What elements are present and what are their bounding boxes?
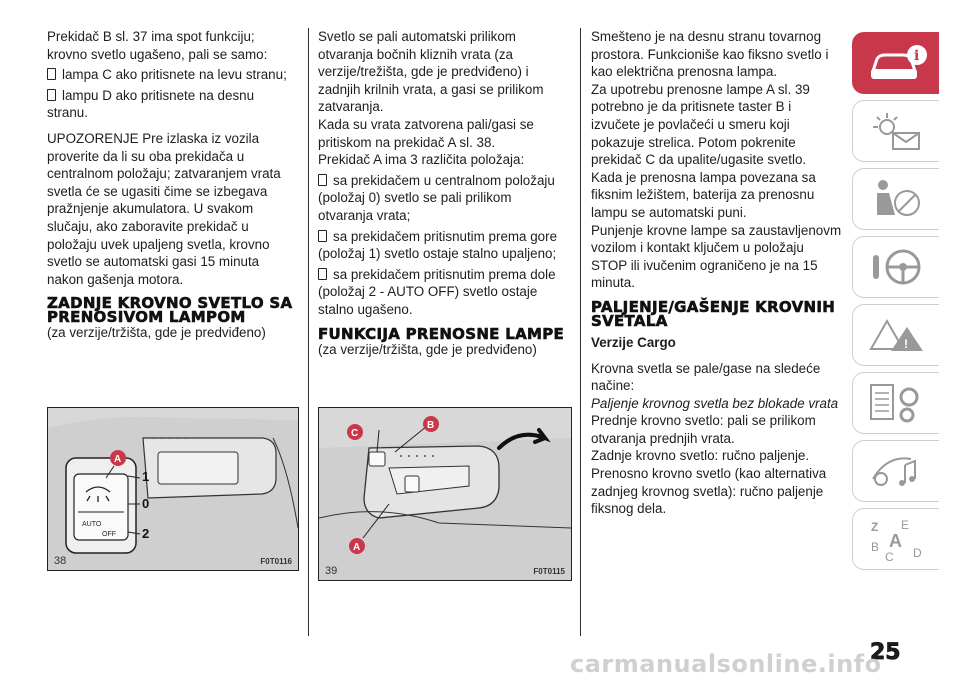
steering-wheel-icon (867, 245, 927, 289)
tab-car-info[interactable] (852, 32, 939, 94)
svg-text:Z: Z (871, 520, 879, 534)
service-gears-icon (867, 381, 927, 425)
bullet-icon (318, 268, 327, 280)
bullet-item (318, 228, 570, 263)
index-letters-icon (867, 517, 927, 561)
figure-code: F0T0115 (533, 567, 565, 576)
bullet-item (318, 266, 570, 319)
tab-index[interactable] (852, 508, 939, 570)
roof-light-switch-illustration (48, 408, 298, 570)
warning-road-icon (867, 313, 927, 357)
bullet-icon (47, 89, 56, 101)
svg-text:D: D (913, 546, 922, 560)
bullet-icon (318, 174, 327, 186)
bullet-item (318, 172, 570, 225)
paragraph: Prekidač A ima 3 različita položaja: (318, 152, 525, 168)
figure-code: F0T0116 (260, 557, 292, 566)
seatbelt-airbag-icon (867, 177, 927, 221)
bullet-text: sa prekidačem pritisnutim prema dole (položaj 2 - AUTO OFF) svetlo ostaje stalno ugašeno. (318, 266, 556, 317)
car-info-icon (867, 41, 927, 85)
svg-text:C: C (885, 550, 894, 561)
auto-label: AUTO (82, 521, 102, 528)
callout-b: B (427, 420, 435, 431)
paragraph: Smešteno je na desnu stranu tovarnog prostora. Funkcioniše kao fiksno svetlo i kao električna prenosna lampa. (591, 29, 829, 80)
callout-a: A (114, 454, 122, 465)
callout-c: C (351, 428, 359, 439)
figure-number: 38 (54, 555, 67, 567)
tab-lights[interactable] (852, 100, 939, 162)
page-number: 25 (870, 640, 901, 665)
column-1 (47, 28, 297, 342)
bullet-icon (47, 68, 56, 80)
tab-emergency[interactable] (852, 304, 939, 366)
bullet-icon (318, 230, 327, 242)
svg-text:!: ! (904, 337, 908, 351)
portable-lamp-illustration (319, 408, 571, 580)
svg-text:i: i (914, 48, 920, 64)
column-divider-2 (580, 28, 581, 636)
paragraph: Krovna svetla se pale/gase na sledeće načine: (591, 360, 821, 394)
tab-safety[interactable] (852, 168, 939, 230)
italic-heading: Paljenje krovnog svetla bez blokade vrata (591, 395, 839, 411)
off-label: OFF (102, 531, 116, 538)
paragraph: Prekidač B sl. 37 ima spot funkciju; krovno svetlo ugašeno, pali se samo: (47, 29, 268, 62)
paragraph: Kada su vrata zatvorena pali/gasi se pritiskom na prekidač A sl. 38. (318, 116, 534, 150)
paragraph: Za upotrebu prenosne lampe A sl. 39 potrebno je da pritisnete taster B i izvučete je povlačeći u smeru koji pokazuje strelica. Potom pokrenite prekidač C da upalite/ugasite svetlo. (591, 81, 810, 168)
bullet-text: lampa C ako pritisnete na levu stranu; (62, 67, 287, 83)
svg-text:B: B (871, 540, 880, 554)
svg-text:A: A (889, 531, 902, 551)
paragraph: Kada je prenosna lampa povezana sa fiksnim ležištem, baterija za prenosnu lampu se automatski puni. (591, 169, 816, 220)
warning-paragraph: UPOZORENJE Pre izlaska iz vozila proverite da li su oba prekidača u centralnom položaju; zatvaranjem vrata svetla će se ugasiti čime se izbegava pražnjenje akumulatora. U svakom slučaju, ako zaboravite prekidač u položaju uvek upaljeng svetla, krovno svetlo se automatski gasi 15 minuta nakon gašenja motora. (47, 130, 281, 287)
figure-number: 39 (325, 565, 338, 577)
figure-39 (318, 407, 572, 581)
heading-note: (za verzije/tržišta, gde je predviđeno) (318, 341, 537, 357)
position-1-label: 1 (142, 469, 150, 484)
tab-maintenance[interactable] (852, 372, 939, 434)
bullet-item (47, 66, 297, 84)
svg-text:E: E (901, 518, 910, 532)
paragraph: Punjenje krovne lampe sa zaustavljenovm vozilom i kontakt ključem u položaju STOP ili ivučenim ograničeno je na 15 minuta. (591, 222, 842, 291)
section-heading: FUNKCIJA PRENOSNE LAMPE (318, 324, 565, 343)
sub-heading: Verzije Cargo (591, 334, 676, 350)
bullet-text: lampu D ako pritisnete na desnu stranu. (47, 87, 255, 121)
position-0-label: 0 (142, 496, 150, 511)
paragraph: Svetlo se pali automatski prilikom otvaranja bočnih kliznih vrata (za verzije/trežišta, gde je predviđeno) i zadnjih krilnih vrata, a gasi se prilikom zatvaranja. (318, 29, 544, 115)
paragraph: Zadnje krovno svetlo: ručno paljenje. (591, 448, 810, 464)
paragraph: Prednje krovno svetlo: pali se prilikom otvaranja prednjih vrata. (591, 413, 816, 446)
heading-note: (za verzije/tržišta, gde je predviđeno) (47, 325, 266, 341)
position-2-label: 2 (142, 526, 150, 541)
bullet-item (47, 87, 297, 122)
figure-38 (47, 407, 299, 571)
multimedia-icon (867, 449, 927, 493)
lights-icon (867, 109, 927, 153)
column-2 (318, 28, 570, 358)
bullet-text: sa prekidačem pritisnutim prema gore (položaj 1) svetlo ostaje stalno upaljeno; (318, 228, 558, 262)
column-3 (591, 28, 843, 518)
tab-multimedia[interactable] (852, 440, 939, 502)
callout-a: A (353, 542, 361, 553)
chapter-sidebar (852, 32, 940, 576)
section-heading: PALJENJE/GAŠENJE KROVNIH SVETALA (591, 297, 836, 330)
column-divider-1 (308, 28, 309, 636)
paragraph: Prenosno krovno svetlo (kao alternativa zadnjeg krovnog svetla): ručno paljenje fiksnog dela. (591, 466, 827, 517)
tab-driving[interactable] (852, 236, 939, 298)
watermark: carmanualsonline.info (570, 650, 882, 678)
section-heading: ZADNJE KROVNO SVETLO SA PRENOSIVOM LAMPOM (47, 294, 293, 327)
bullet-text: sa prekidačem u centralnom položaju (položaj 0) svetlo se pali prilikom otvaranja vrata; (318, 172, 555, 223)
